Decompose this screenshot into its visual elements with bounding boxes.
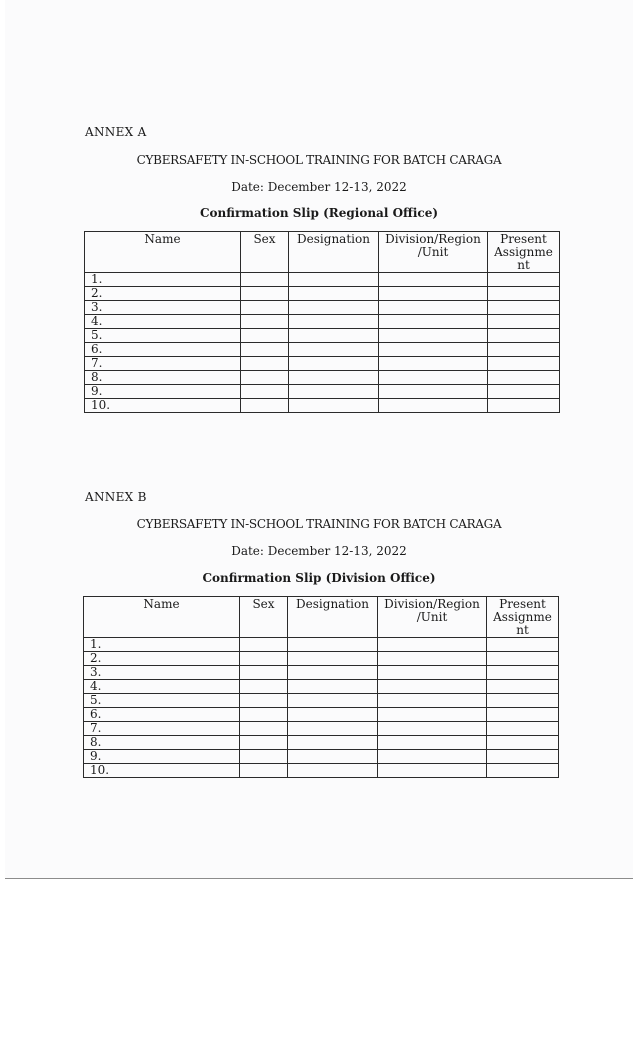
table-row xyxy=(85,343,560,357)
name-cell[interactable]: 5. xyxy=(85,329,241,343)
division-region-cell[interactable] xyxy=(379,329,488,343)
name-cell[interactable]: 6. xyxy=(84,708,240,722)
designation-cell[interactable] xyxy=(289,371,379,385)
name-cell[interactable]: 8. xyxy=(85,371,241,385)
annex-b-slip-title: Confirmation Slip (Division Office) xyxy=(202,571,436,585)
name-cell[interactable]: 2. xyxy=(85,287,241,301)
annex-b-label: ANNEX B xyxy=(85,490,147,504)
designation-cell[interactable] xyxy=(288,666,378,680)
table-row xyxy=(84,638,559,652)
name-cell[interactable]: 6. xyxy=(85,343,241,357)
name-cell[interactable]: 10. xyxy=(85,399,241,413)
table-row xyxy=(84,694,559,708)
designation-cell[interactable] xyxy=(288,638,378,652)
designation-cell[interactable] xyxy=(289,329,379,343)
name-cell[interactable]: 7. xyxy=(85,357,241,371)
name-column-header: Name xyxy=(85,232,241,273)
sex-column-header: Sex xyxy=(241,232,289,273)
designation-column-header: Designation xyxy=(288,597,378,638)
present-assignment-cell[interactable] xyxy=(488,357,560,371)
sex-cell[interactable] xyxy=(240,722,288,736)
division-region-cell[interactable] xyxy=(378,666,487,680)
name-cell[interactable]: 3. xyxy=(84,666,240,680)
name-cell[interactable]: 7. xyxy=(84,722,240,736)
sex-cell[interactable] xyxy=(241,343,289,357)
designation-cell[interactable] xyxy=(289,385,379,399)
division-region-cell[interactable] xyxy=(378,652,487,666)
annex-b-training-title: CYBERSAFETY IN-SCHOOL TRAINING FOR BATCH CARAGA xyxy=(136,517,502,531)
division-region-cell[interactable] xyxy=(379,273,488,287)
table-row xyxy=(84,708,559,722)
annex-a-slip-title: Confirmation Slip (Regional Office) xyxy=(199,206,439,220)
table-row xyxy=(85,273,560,287)
annex-b-confirmation-table xyxy=(83,596,559,778)
designation-cell[interactable] xyxy=(289,399,379,413)
designation-cell[interactable] xyxy=(289,287,379,301)
present-assignment-cell[interactable] xyxy=(487,666,559,680)
table-row xyxy=(85,399,560,413)
sex-cell[interactable] xyxy=(241,287,289,301)
designation-cell[interactable] xyxy=(288,750,378,764)
sex-cell[interactable] xyxy=(240,638,288,652)
annex-a-label: ANNEX A xyxy=(85,125,147,139)
present-assignment-cell[interactable] xyxy=(488,273,560,287)
present-assignment-cell[interactable] xyxy=(488,385,560,399)
division-region-cell[interactable] xyxy=(378,750,487,764)
division-region-cell[interactable] xyxy=(378,764,487,778)
annex-a-confirmation-table xyxy=(84,231,560,413)
division-region-cell[interactable] xyxy=(378,736,487,750)
division-region-cell[interactable] xyxy=(379,315,488,329)
table-row xyxy=(85,371,560,385)
division-region-column-header: Division/Region /Unit xyxy=(378,597,487,638)
designation-column-header: Designation xyxy=(289,232,379,273)
table-row xyxy=(85,287,560,301)
annex-b-header-row xyxy=(84,597,559,638)
name-column-header: Name xyxy=(84,597,240,638)
sex-cell[interactable] xyxy=(241,273,289,287)
name-cell[interactable]: 4. xyxy=(84,680,240,694)
present-assignment-cell[interactable] xyxy=(488,301,560,315)
division-region-cell[interactable] xyxy=(378,638,487,652)
sex-column-header: Sex xyxy=(240,597,288,638)
annex-a-date: Date: December 12-13, 2022 xyxy=(231,180,407,194)
present-assignment-column-header: Present Assignme nt xyxy=(487,597,559,638)
sex-cell[interactable] xyxy=(241,385,289,399)
table-row xyxy=(85,385,560,399)
present-assignment-cell[interactable] xyxy=(488,329,560,343)
table-row xyxy=(84,680,559,694)
sex-cell[interactable] xyxy=(241,357,289,371)
present-assignment-cell[interactable] xyxy=(487,652,559,666)
name-cell[interactable]: 1. xyxy=(84,638,240,652)
designation-cell[interactable] xyxy=(289,301,379,315)
present-assignment-cell[interactable] xyxy=(487,750,559,764)
present-assignment-cell[interactable] xyxy=(487,694,559,708)
division-region-cell[interactable] xyxy=(378,722,487,736)
division-region-cell[interactable] xyxy=(379,287,488,301)
sex-cell[interactable] xyxy=(241,301,289,315)
division-region-cell[interactable] xyxy=(378,680,487,694)
table-row xyxy=(85,315,560,329)
designation-cell[interactable] xyxy=(288,652,378,666)
present-assignment-column-header: Present Assignme nt xyxy=(488,232,560,273)
designation-cell[interactable] xyxy=(289,273,379,287)
division-region-cell[interactable] xyxy=(379,399,488,413)
designation-cell[interactable] xyxy=(288,694,378,708)
sex-cell[interactable] xyxy=(240,764,288,778)
table-row xyxy=(84,666,559,680)
designation-cell[interactable] xyxy=(288,680,378,694)
division-region-cell[interactable] xyxy=(378,708,487,722)
division-region-cell[interactable] xyxy=(379,357,488,371)
table-row xyxy=(85,301,560,315)
designation-cell[interactable] xyxy=(288,764,378,778)
division-region-column-header: Division/Region /Unit xyxy=(379,232,488,273)
present-assignment-cell[interactable] xyxy=(488,371,560,385)
present-assignment-cell[interactable] xyxy=(488,343,560,357)
table-row xyxy=(84,736,559,750)
division-region-cell[interactable] xyxy=(379,371,488,385)
sex-cell[interactable] xyxy=(240,694,288,708)
division-region-cell[interactable] xyxy=(378,694,487,708)
name-cell[interactable]: 9. xyxy=(85,385,241,399)
table-row xyxy=(84,722,559,736)
present-assignment-cell[interactable] xyxy=(487,708,559,722)
sex-cell[interactable] xyxy=(240,708,288,722)
name-cell[interactable]: 2. xyxy=(84,652,240,666)
sex-cell[interactable] xyxy=(241,371,289,385)
present-assignment-cell[interactable] xyxy=(487,764,559,778)
annex-a-header-row xyxy=(85,232,560,273)
sex-cell[interactable] xyxy=(240,680,288,694)
sex-cell[interactable] xyxy=(241,315,289,329)
sex-cell[interactable] xyxy=(240,666,288,680)
name-cell[interactable]: 8. xyxy=(84,736,240,750)
table-row xyxy=(85,357,560,371)
name-cell[interactable]: 1. xyxy=(85,273,241,287)
sex-cell[interactable] xyxy=(241,329,289,343)
division-region-cell[interactable] xyxy=(379,301,488,315)
name-cell[interactable]: 4. xyxy=(85,315,241,329)
present-assignment-cell[interactable] xyxy=(487,722,559,736)
name-cell[interactable]: 9. xyxy=(84,750,240,764)
table-row xyxy=(85,329,560,343)
present-assignment-cell[interactable] xyxy=(488,399,560,413)
division-region-cell[interactable] xyxy=(379,343,488,357)
sex-cell[interactable] xyxy=(241,399,289,413)
division-region-cell[interactable] xyxy=(379,385,488,399)
page-edge xyxy=(5,878,633,879)
sex-cell[interactable] xyxy=(240,652,288,666)
annex-b-date: Date: December 12-13, 2022 xyxy=(231,544,407,558)
designation-cell[interactable] xyxy=(288,736,378,750)
name-cell[interactable]: 10. xyxy=(84,764,240,778)
designation-cell[interactable] xyxy=(289,357,379,371)
designation-cell[interactable] xyxy=(288,708,378,722)
sex-cell[interactable] xyxy=(240,736,288,750)
designation-cell[interactable] xyxy=(289,343,379,357)
present-assignment-cell[interactable] xyxy=(487,680,559,694)
present-assignment-cell[interactable] xyxy=(488,315,560,329)
present-assignment-cell[interactable] xyxy=(487,638,559,652)
name-cell[interactable]: 3. xyxy=(85,301,241,315)
table-row xyxy=(84,764,559,778)
table-row xyxy=(84,652,559,666)
designation-cell[interactable] xyxy=(289,315,379,329)
present-assignment-cell[interactable] xyxy=(488,287,560,301)
designation-cell[interactable] xyxy=(288,722,378,736)
sex-cell[interactable] xyxy=(240,750,288,764)
present-assignment-cell[interactable] xyxy=(487,736,559,750)
annex-a-training-title: CYBERSAFETY IN-SCHOOL TRAINING FOR BATCH CARAGA xyxy=(136,153,502,167)
table-row xyxy=(84,750,559,764)
name-cell[interactable]: 5. xyxy=(84,694,240,708)
